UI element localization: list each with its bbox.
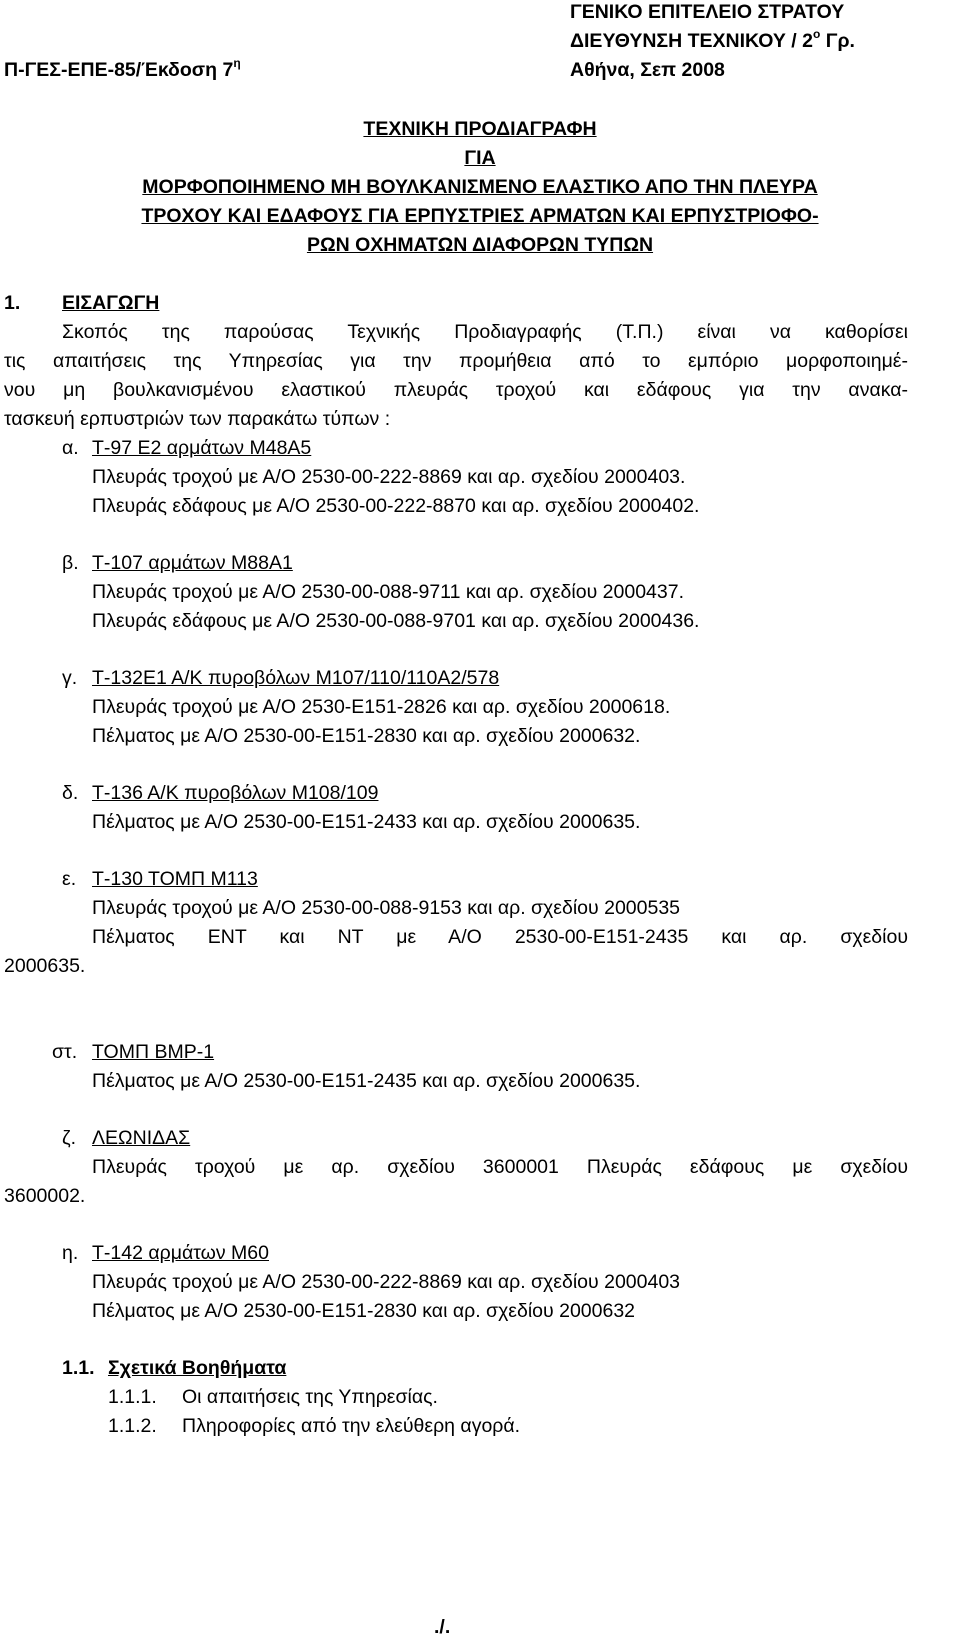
item-h-line-1: Πλευράς τροχού με Α/Ο 2530-00-222-8869 και αρ. σχεδίου 2000403 bbox=[92, 1271, 681, 1293]
item-b-title: Τ-107 αρμάτων Μ88Α1 bbox=[92, 552, 293, 574]
item-d-line-1: Πέλματος με Α/Ο 2530-00-Ε151-2433 και αρ. σχεδίου 2000635. bbox=[92, 811, 641, 833]
item-b-line-2: Πλευράς εδάφους με Α/Ο 2530-00-088-9701 και αρ. σχεδίου 2000436. bbox=[92, 610, 700, 632]
section-1-heading: ΕΙΣΑΓΩΓΗ bbox=[62, 292, 160, 314]
continuation-mark: ./. bbox=[434, 1616, 451, 1638]
org-line-1: ΓΕΝΙΚΟ ΕΠΙΤΕΛΕΙΟ ΣΤΡΑΤΟΥ bbox=[570, 1, 845, 23]
item-z-label: ζ. bbox=[62, 1127, 77, 1149]
item-e-line-2: Πέλματος ΕΝΤ και ΝΤ με Α/Ο 2530-00-Ε151-2435 και αρ. σχεδίου bbox=[92, 926, 908, 948]
item-e-title: Τ-130 ΤΟΜΠ Μ113 bbox=[92, 868, 258, 890]
org-line-2-sup: ο bbox=[812, 27, 821, 41]
item-d-label: δ. bbox=[62, 782, 79, 804]
intro-line-3: νου μη βουλκανισμένου ελαστικού πλευράς τροχού και εδάφους για την ανακα- bbox=[4, 379, 908, 401]
intro-line-4: τασκευή ερπυστριών των παρακάτω τύπων : bbox=[4, 408, 391, 430]
item-z-line-1: Πλευράς τροχού με αρ. σχεδίου 3600001 Πλευράς εδάφους με σχεδίου bbox=[92, 1156, 908, 1178]
item-st-title: ΤΟΜΠ ΒΜΡ-1 bbox=[92, 1041, 215, 1063]
item-st-label: στ. bbox=[52, 1041, 78, 1063]
item-z-line-2: 3600002. bbox=[4, 1185, 86, 1207]
sub-1-1-2-number: 1.1.2. bbox=[108, 1415, 157, 1437]
item-c-line-2: Πέλματος με Α/Ο 2530-00-Ε151-2830 και αρ. σχεδίου 2000632. bbox=[92, 725, 641, 747]
item-e-label: ε. bbox=[62, 868, 77, 890]
section-1-number: 1. bbox=[4, 292, 21, 314]
org-line-2 bbox=[570, 27, 855, 52]
item-st-line-1: Πέλματος με Α/Ο 2530-00-Ε151-2435 και αρ. σχεδίου 2000635. bbox=[92, 1070, 641, 1092]
section-1-1-heading: Σχετικά Βοηθήματα bbox=[108, 1357, 287, 1379]
item-b-label: β. bbox=[62, 552, 79, 574]
item-c-line-1: Πλευράς τροχού με Α/Ο 2530-Ε151-2826 και αρ. σχεδίου 2000618. bbox=[92, 696, 671, 718]
item-z-title: ΛΕΩΝΙΔΑΣ bbox=[92, 1127, 191, 1149]
section-1-1-number: 1.1. bbox=[62, 1357, 95, 1379]
item-a-line-2: Πλευράς εδάφους με Α/Ο 2530-00-222-8870 και αρ. σχεδίου 2000402. bbox=[92, 495, 700, 517]
title-line-3: ΜΟΡΦΟΠΟΙΗΜΕΝΟ ΜΗ ΒΟΥΛΚΑΝΙΣΜΕΝΟ ΕΛΑΣΤΙΚΟ ΑΠΟ ΤΗΝ ΠΛΕΥΡΑ bbox=[142, 176, 818, 198]
org-line-2-tail: Γρ. bbox=[820, 30, 855, 52]
item-a-title: Τ-97 Ε2 αρμάτων Μ48Α5 bbox=[92, 437, 312, 459]
title-line-1: ΤΕΧΝΙΚΗ ΠΡΟΔΙΑΓΡΑΦΗ bbox=[363, 118, 597, 140]
title-line-4: ΤΡΟΧΟΥ ΚΑΙ ΕΔΑΦΟΥΣ ΓΙΑ ΕΡΠΥΣΤΡΙΕΣ ΑΡΜΑΤΩΝ ΚΑΙ ΕΡΠΥΣΤΡΙΟΦΟ- bbox=[141, 205, 819, 227]
item-c-title: Τ-132Ε1 Α/Κ πυροβόλων Μ107/110/110Α2/578 bbox=[92, 667, 500, 689]
item-h-line-2: Πέλματος με Α/Ο 2530-00-Ε151-2830 και αρ. σχεδίου 2000632 bbox=[92, 1300, 636, 1322]
doc-code bbox=[4, 56, 241, 81]
title-line-5: ΡΩΝ ΟΧΗΜΑΤΩΝ ΔΙΑΦΟΡΩΝ ΤΥΠΩΝ bbox=[306, 234, 654, 256]
item-d-title: Τ-136 Α/Κ πυροβόλων Μ108/109 bbox=[92, 782, 379, 804]
item-h-title: Τ-142 αρμάτων Μ60 bbox=[92, 1242, 269, 1264]
intro-line-1: Σκοπός της παρούσας Τεχνικής Προδιαγραφής (Τ.Π.) είναι να καθορίσει bbox=[62, 321, 908, 343]
item-a-label: α. bbox=[62, 437, 79, 459]
item-a-line-1: Πλευράς τροχού με Α/Ο 2530-00-222-8869 και αρ. σχεδίου 2000403. bbox=[92, 466, 686, 488]
doc-code-sup: η bbox=[233, 56, 241, 70]
place-date: Αθήνα, Σεπ 2008 bbox=[570, 59, 725, 81]
sub-1-1-1-number: 1.1.1. bbox=[108, 1386, 157, 1408]
sub-1-1-2-text: Πληροφορίες από την ελεύθερη αγορά. bbox=[182, 1415, 521, 1437]
title-line-2: ΓΙΑ bbox=[464, 147, 496, 169]
doc-code-main: Π-ΓΕΣ-ΕΠΕ-85/Έκδοση 7 bbox=[4, 59, 234, 81]
item-e-line-3: 2000635. bbox=[4, 955, 86, 977]
item-h-label: η. bbox=[62, 1242, 79, 1264]
org-line-2-main: ΔΙΕΥΘΥΝΣΗ ΤΕΧΝΙΚΟΥ / 2 bbox=[570, 30, 813, 52]
item-b-line-1: Πλευράς τροχού με Α/Ο 2530-00-088-9711 και αρ. σχεδίου 2000437. bbox=[92, 581, 684, 603]
item-c-label: γ. bbox=[62, 667, 78, 689]
item-e-line-1: Πλευράς τροχού με Α/Ο 2530-00-088-9153 και αρ. σχεδίου 2000535 bbox=[92, 897, 681, 919]
sub-1-1-1-text: Οι απαιτήσεις της Υπηρεσίας. bbox=[182, 1386, 438, 1408]
intro-line-2: τις απαιτήσεις της Υπηρεσίας για την προμήθεια από το εμπόριο μορφοποιημέ- bbox=[4, 350, 908, 372]
